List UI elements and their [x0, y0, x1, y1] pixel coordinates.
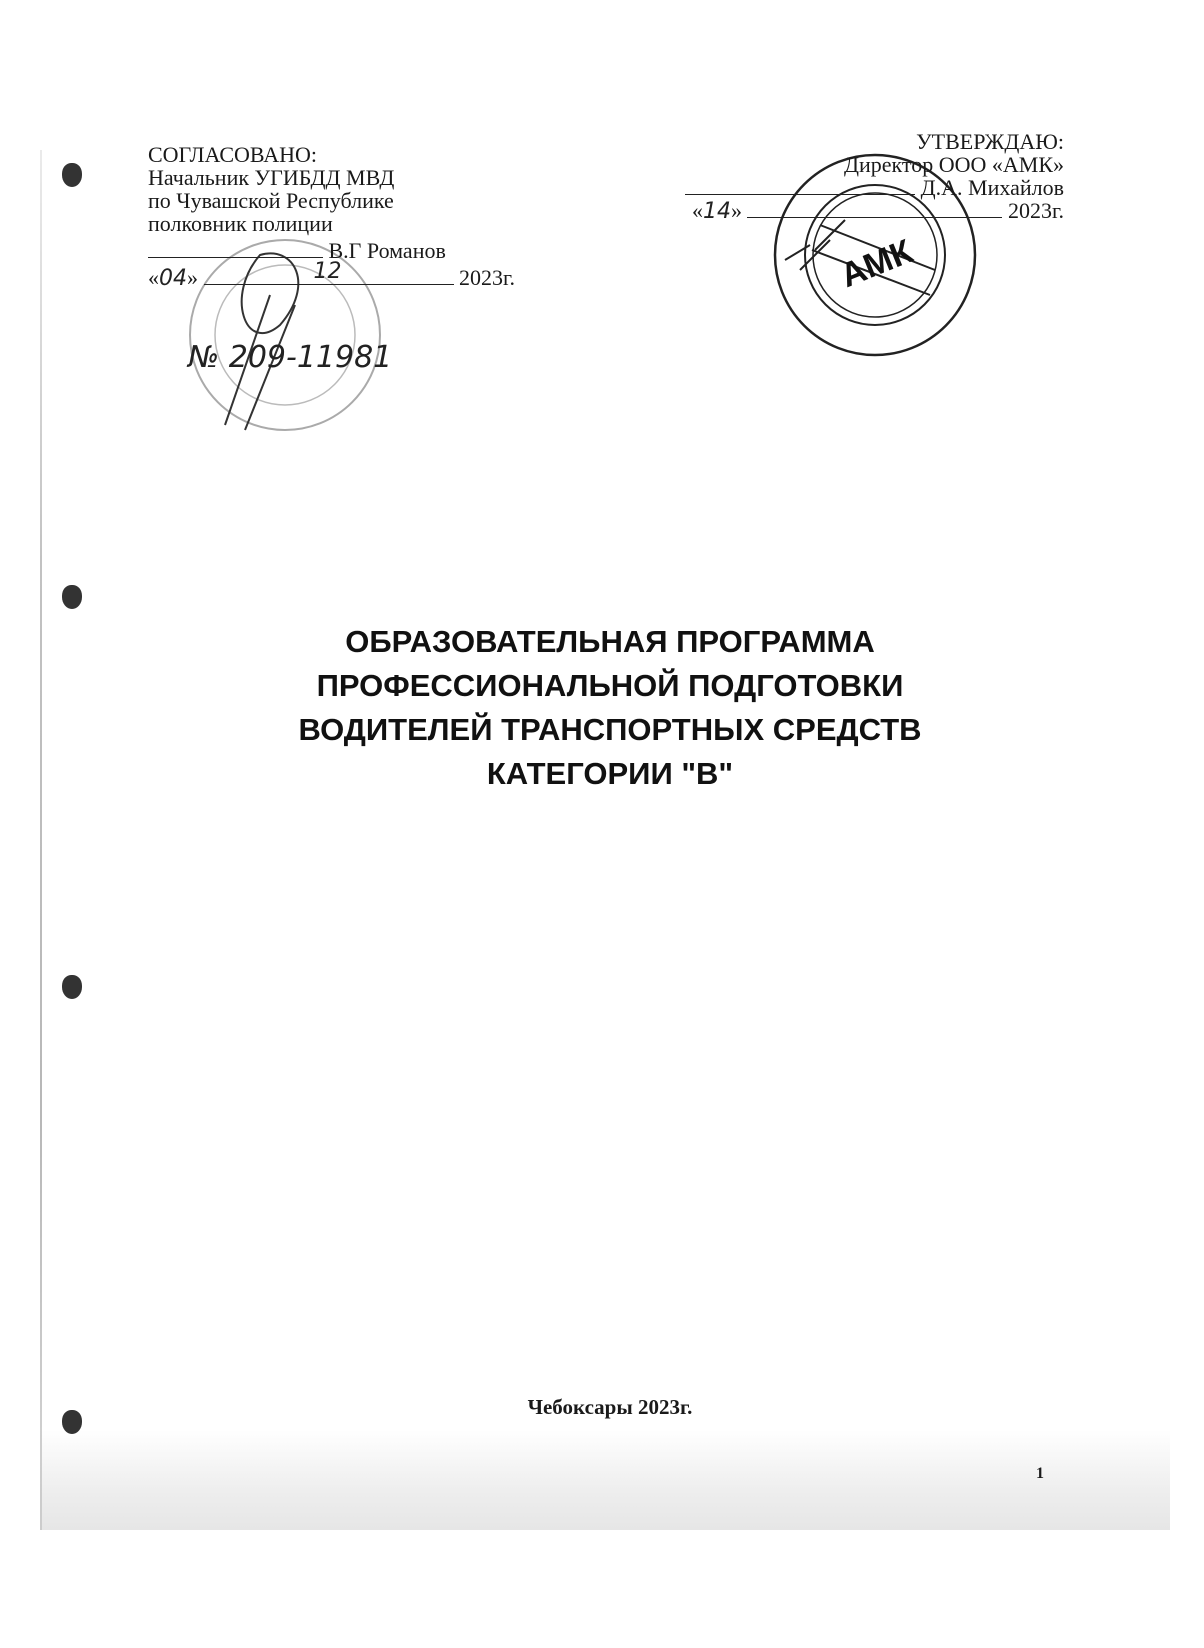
- approval-line: Директор ООО «АМК»: [843, 152, 1064, 177]
- date-day: 14: [702, 199, 731, 224]
- approval-agreed-block: СОГЛАСОВАНО: Начальник УГИБДД МВД по Чувашской Республике полковник полиции В.Г Романов «04» 12 2023г.: [148, 142, 516, 291]
- date-year: 2023г.: [1007, 198, 1064, 223]
- document-title: [0, 620, 1204, 796]
- date-day: 04: [159, 266, 187, 291]
- punch-hole: [62, 163, 82, 187]
- page-number: 1: [1036, 1465, 1044, 1482]
- date-month-line: [747, 199, 1002, 218]
- binding-edge: [40, 150, 42, 1530]
- signer-name: Д.А. Михайлов: [920, 175, 1064, 200]
- punch-hole: [62, 585, 82, 609]
- date-year: 2023г.: [459, 265, 516, 290]
- registration-number: № 209-11981: [188, 340, 393, 375]
- approval-line: полковник полиции: [148, 211, 333, 236]
- approval-heading: УТВЕРЖДАЮ:: [916, 129, 1064, 154]
- date-month-line: [204, 259, 454, 285]
- approval-line: по Чувашской Республике: [148, 188, 394, 213]
- city-year: Чебоксары 2023г.: [527, 1395, 693, 1419]
- title-line: КАТЕГОРИИ "В": [486, 756, 734, 791]
- title-line: ПРОФЕССИОНАЛЬНОЙ ПОДГОТОВКИ: [316, 668, 904, 703]
- stamp-logo-text: АМК: [835, 232, 918, 296]
- title-line: ВОДИТЕЛЕЙ ТРАНСПОРТНЫХ СРЕДСТВ: [298, 712, 922, 747]
- signer-name: В.Г Романов: [328, 238, 446, 263]
- approval-line: Начальник УГИБДД МВД: [148, 165, 395, 190]
- signature-line: [685, 176, 915, 195]
- approval-approve-block: УТВЕРЖДАЮ: Директор ООО «АМК» Д.А. Михайлов «14» 2023г.: [685, 130, 1064, 223]
- date-month: 12: [313, 259, 342, 284]
- signature-line: [148, 239, 323, 258]
- scan-shadow: [40, 1430, 1170, 1530]
- approval-heading: СОГЛАСОВАНО:: [148, 142, 317, 167]
- title-line: ОБРАЗОВАТЕЛЬНАЯ ПРОГРАММА: [345, 624, 875, 659]
- punch-hole: [62, 975, 82, 999]
